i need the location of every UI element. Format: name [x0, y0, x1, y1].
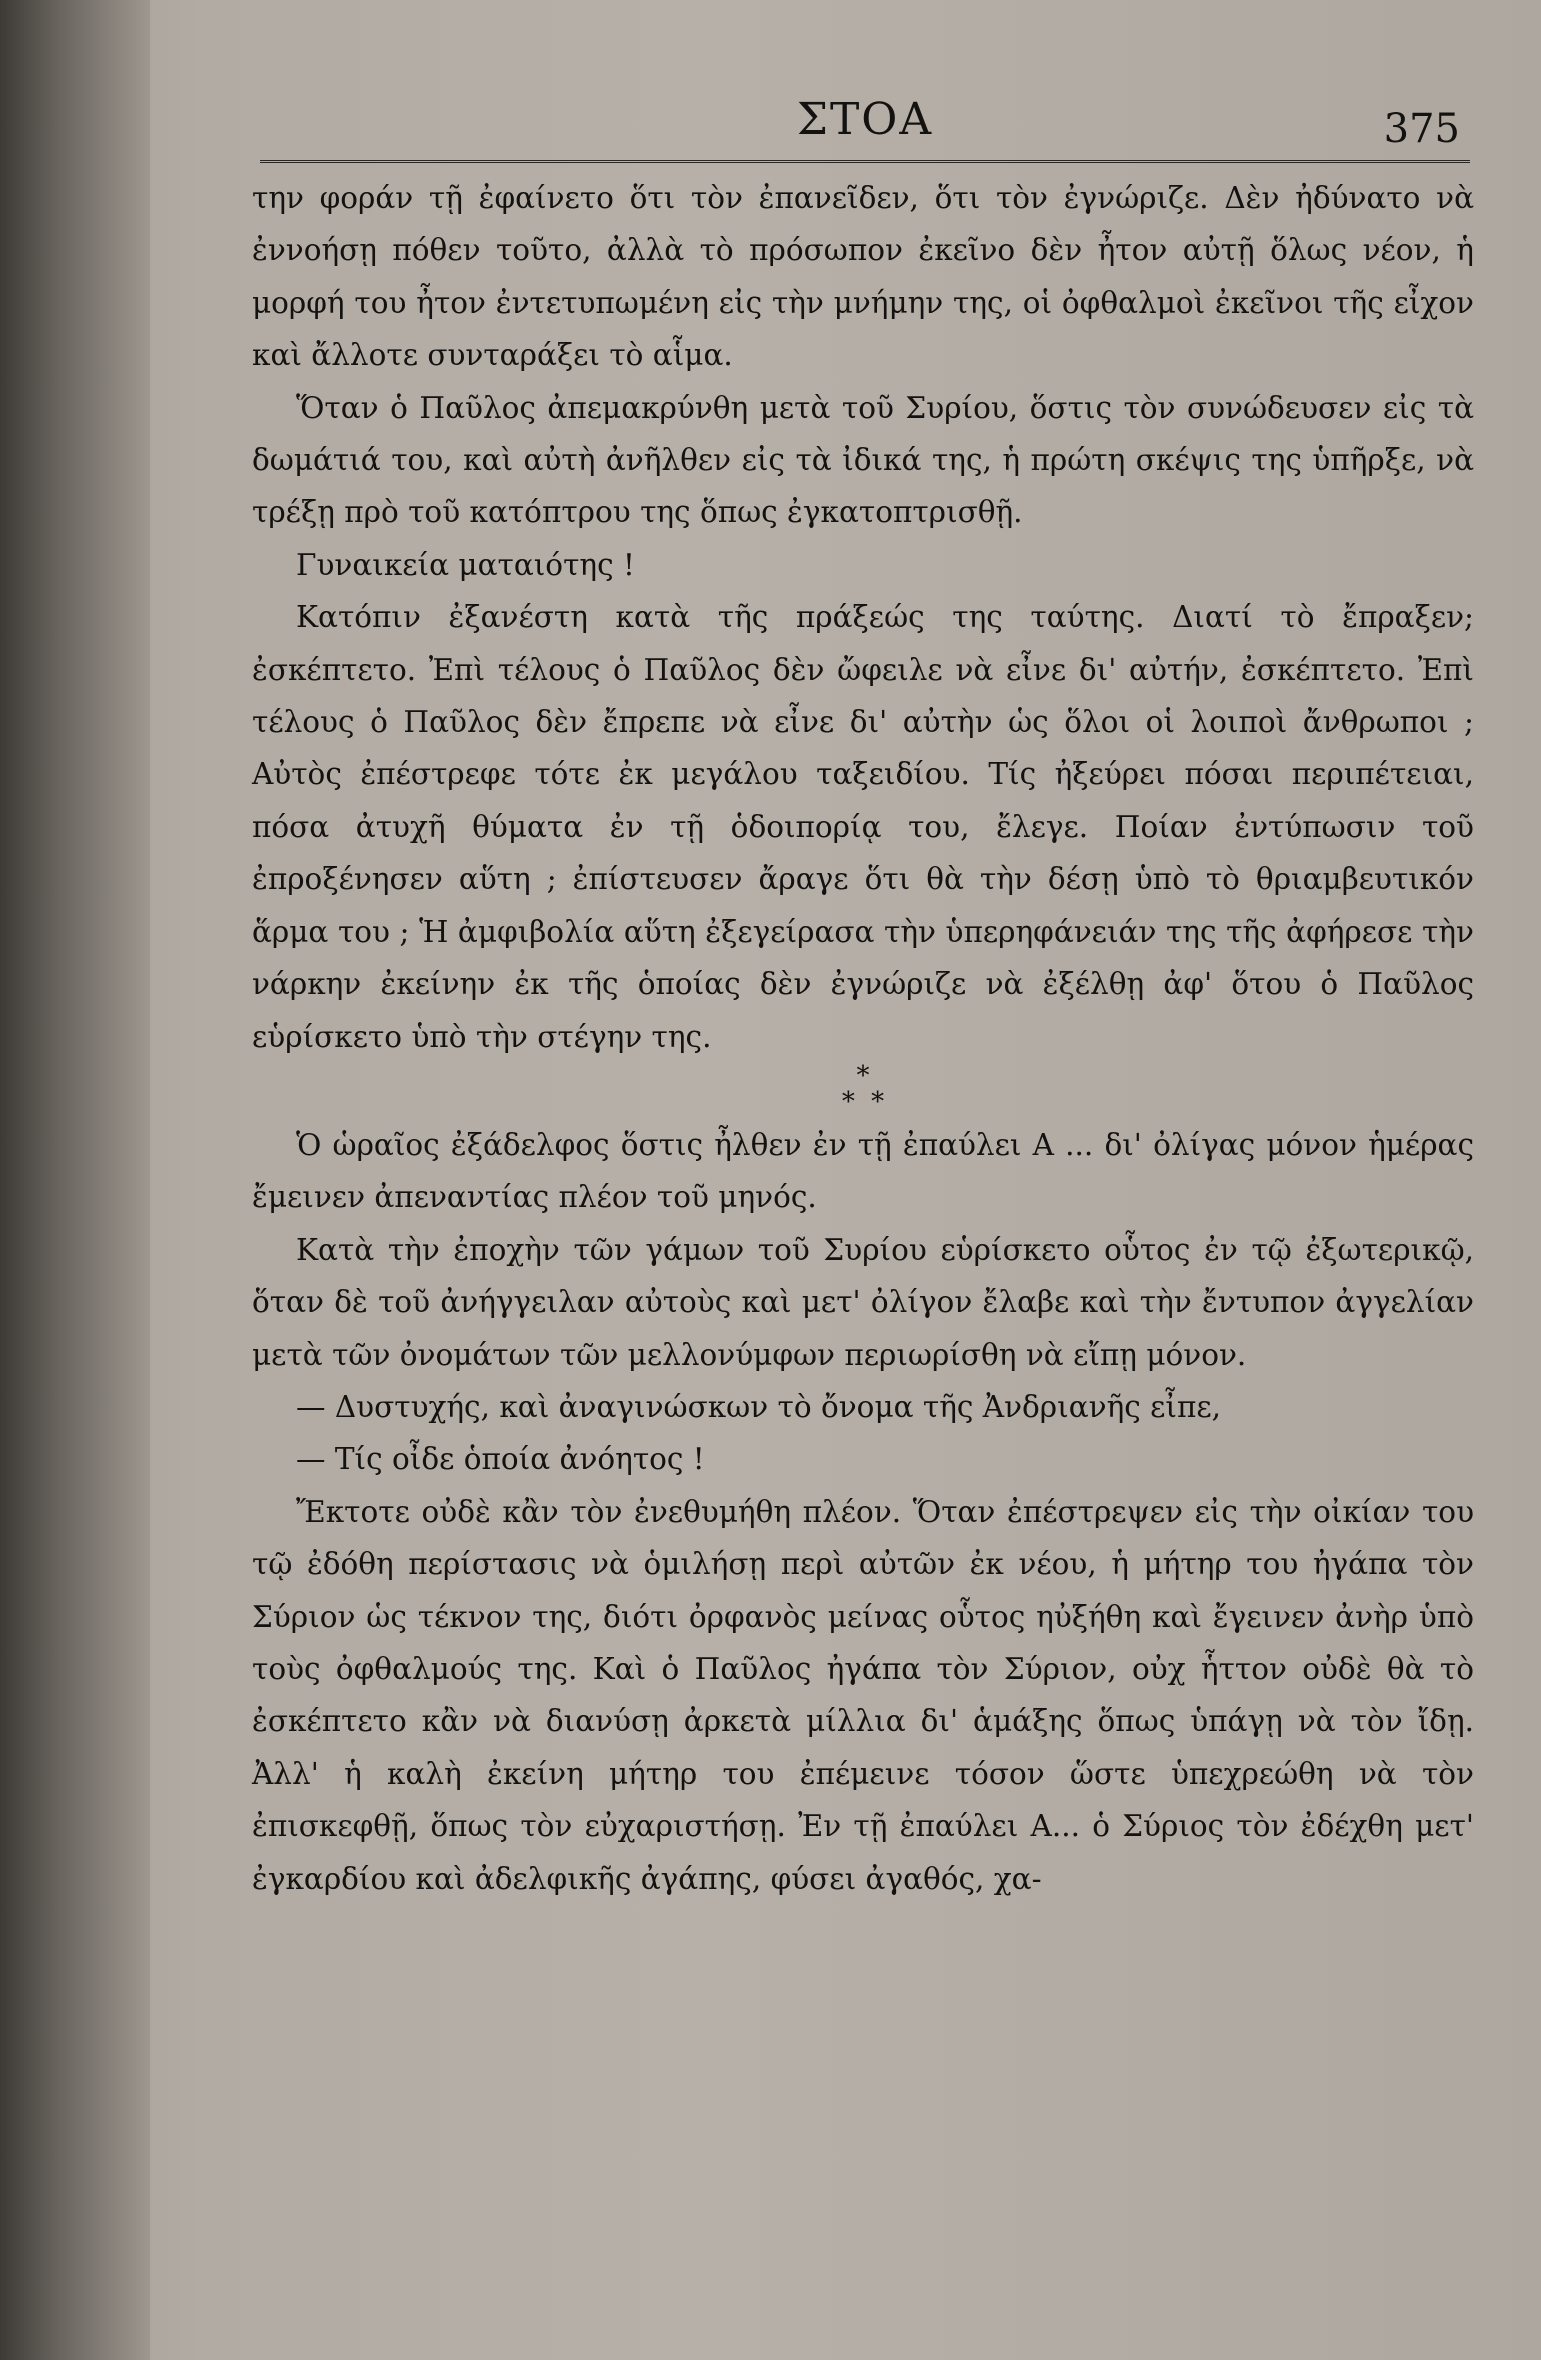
- separator-stars: * *: [841, 1086, 885, 1117]
- book-page: [240, 60, 1480, 2340]
- paragraph: Κατόπιν ἐξανέστη κατὰ τῆς πράξεώς της ταύτης. Διατί τὸ ἔπραξεν; ἐσκέπτετο. Ἐπὶ τέλους ὁ Παῦλος δὲν ὤφειλε νὰ εἶνε δι' αὐτήν, ἐσκέπτετο. Ἐπὶ τέλους ὁ Παῦλος δὲν ἔπρεπε νὰ εἶνε δι' αὐτὴν ὡς ὅλοι οἱ λοιποὶ ἄνθρωποι ; Αὐτὸς ἐπέστρεφε τότε ἐκ μεγάλου ταξειδίου. Τίς ἠξεύρει πόσαι περιπέτειαι, πόσα ἀτυχῆ θύματα ἐν τῇ ὁδοιπορίᾳ του, ἔλεγε. Ποίαν ἐντύπωσιν τοῦ ἐπροξένησεν αὕτη ; ἐπίστευσεν ἄραγε ὅτι θὰ τὴν δέσῃ ὑπὸ τὸ θριαμβευτικόν ἅρμα του ; Ἡ ἀμφιβολία αὕτη ἐξεγείρασα τὴν ὑπερηφάνειάν της τῆς ἀφήρεσε τὴν νάρκην ἐκείνην ἐκ τῆς ὁποίας δὲν ἐγνώριζε νὰ ἐξέλθῃ ἀφ' ὅτου ὁ Παῦλος εὑρίσκετο ὑπὸ τὴν στέγην της.: [252, 600, 1474, 1054]
- paragraph: Γυναικεία ματαιότης !: [296, 547, 635, 582]
- running-header: [260, 80, 1470, 160]
- dialogue-line: — Δυστυχής, καὶ ἀναγινώσκων τὸ ὄνομα τῆς Ἀνδριανῆς εἶπε,: [296, 1389, 1222, 1424]
- header-rule: [260, 156, 1470, 163]
- dialogue-line: — Τίς οἶδε ὁποία ἀνόητος !: [296, 1442, 705, 1477]
- paragraph: Ὁ ὡραῖος ἐξάδελφος ὅστις ἦλθεν ἐν τῇ ἐπαύλει Α ... δι' ὀλίγας μόνον ἡμέρας ἔμεινεν ἀπεναντίας πλέον τοῦ μηνός.: [252, 1127, 1474, 1215]
- page-body: [252, 172, 1474, 1905]
- separator-star: *: [856, 1060, 870, 1091]
- page-number: 375: [1383, 106, 1460, 152]
- paragraph: Κατὰ τὴν ἐποχὴν τῶν γάμων τοῦ Συρίου εὑρίσκετο οὗτος ἐν τῷ ἐξωτερικῷ, ὅταν δὲ τοῦ ἀνήγγειλαν αὐτοὺς καὶ μετ' ὀλίγον ἔλαβε καὶ τὴν ἔντυπον ἀγγελίαν μετὰ τῶν ὀνομάτων τῶν μελλονύμφων περιωρίσθη νὰ εἴπῃ μόνον.: [252, 1232, 1474, 1372]
- running-title: ΣΤΟΑ: [796, 94, 934, 145]
- paragraph: Ὅταν ὁ Παῦλος ἀπεμακρύνθη μετὰ τοῦ Συρίου, ὅστις τὸν συνώδευσεν εἰς τὰ δωμάτιά του, καὶ αὐτὴ ἀνῆλθεν εἰς τὰ ἰδικά της, ἡ πρώτη σκέψις της ὑπῆρξε, νὰ τρέξῃ πρὸ τοῦ κατόπτρου της ὅπως ἐγκατοπτρισθῇ.: [252, 390, 1474, 530]
- paragraph: Ἔκτοτε οὐδὲ κἂν τὸν ἐνεθυμήθη πλέον. Ὅταν ἐπέστρεψεν εἰς τὴν οἰκίαν του τῷ ἐδόθη περίστασις νὰ ὁμιλήσῃ περὶ αὐτῶν ἐκ νέου, ἡ μήτηρ του ἠγάπα τὸν Σύριον ὡς τέκνον της, διότι ὀρφανὸς μείνας οὗτος ηὐξήθη καὶ ἔγεινεν ἀνὴρ ὑπὸ τοὺς ὀφθαλμούς της. Καὶ ὁ Παῦλος ἠγάπα τὸν Σύριον, οὐχ ἧττον οὐδὲ θὰ τὸ ἐσκέπτετο κἂν νὰ διανύσῃ ἀρκετὰ μίλλια δι' ἁμάξης ὅπως ὑπάγῃ νὰ τὸν ἴδῃ. Ἀλλ' ἡ καλὴ ἐκείνη μήτηρ του ἐπέμεινε τόσον ὥστε ὑπεχρεώθη νὰ τὸν ἐπισκεφθῇ, ὅπως τὸν εὐχαριστήσῃ. Ἐν τῇ ἐπαύλει Α... ὁ Σύριος τὸν ἐδέχθη μετ' ἐγκαρδίου καὶ ἀδελφικῆς ἀγάπης, φύσει ἀγαθός, χα-: [252, 1494, 1474, 1896]
- paragraph: την φοράν τῇ ἐφαίνετο ὅτι τὸν ἐπανεῖδεν, ὅτι τὸν ἐγνώριζε. Δὲν ἠδύνατο νὰ ἐννοήσῃ πόθεν τοῦτο, ἀλλὰ τὸ πρόσωπον ἐκεῖνο δὲν ἦτον αὐτῇ ὅλως νέον, ἡ μορφή του ἦτον ἐντετυπωμένη εἰς τὴν μνήμην της, οἱ ὀφθαλμοὶ ἐκεῖνοι τῆς εἶχον καὶ ἄλλοτε συνταράξει τὸ αἷμα.: [252, 181, 1474, 373]
- section-separator: [252, 1060, 1474, 1117]
- book-gutter-shadow: [0, 0, 150, 2360]
